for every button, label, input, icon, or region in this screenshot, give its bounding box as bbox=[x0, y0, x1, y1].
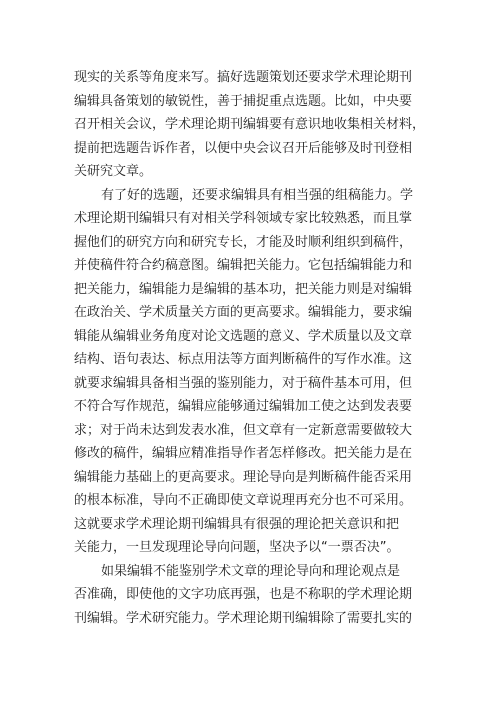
text-line: 关研究文章。 bbox=[74, 164, 153, 179]
text-line: 就要求编辑具备相当强的鉴别能力，对于稿件基本可用，但 bbox=[74, 375, 413, 391]
text-line: 召开相关会议，学术理论期刊编辑要有意识地收集相关材料， bbox=[74, 117, 426, 132]
text-line: 的根本标准，导向不正确即使文章说理再充分也不可采用。 bbox=[74, 493, 413, 508]
text-line: 否准确，即使他的文字功底再强，也是不称职的学术理论期 bbox=[74, 587, 413, 602]
text-line: 提前把选题告诉作者，以便中央会议召开后能够及时刊登相 bbox=[74, 140, 413, 156]
text-line: 结构、语句表达、标点用法等方面判断稿件的写作水准。这 bbox=[74, 352, 413, 367]
text-line: 不符合写作规范，编辑应能够通过编辑加工使之达到发表要 bbox=[74, 399, 413, 414]
paragraph-first-line: 有了好的选题，还要求编辑具有相当强的组稿能力。学 bbox=[101, 187, 414, 203]
text-line: 这就要求学术理论期刊编辑具有很强的理论把关意识和把 bbox=[74, 516, 400, 532]
body-text bbox=[74, 66, 434, 630]
text-line: 修改的稿件，编辑应精准指导作者怎样修改。把关能力是在 bbox=[74, 446, 413, 461]
text-line: 术理论期刊编辑只有对相关学科领域专家比较熟悉，而且掌 bbox=[74, 211, 413, 226]
text-line: 求；对于尚未达到发表水准，但文章有一定新意需要做较大 bbox=[74, 422, 413, 438]
text-line: 关能力，一旦发现理论导向问题，坚决予以“一票否决”。 bbox=[74, 540, 400, 555]
text-line: 握他们的研究方向和研究专长，才能及时顺利组织到稿件， bbox=[74, 234, 413, 250]
text-line: 刊编辑。学术研究能力。学术理论期刊编辑除了需要扎实的 bbox=[74, 610, 413, 626]
text-line: 现实的关系等角度来写。搞好选题策划还要求学术理论期刊 bbox=[74, 70, 413, 85]
text-line: 辑能从编辑业务角度对论文选题的意义、学术质量以及文章 bbox=[74, 328, 413, 344]
text-line: 并使稿件符合约稿意图。编辑把关能力。它包括编辑能力和 bbox=[74, 258, 413, 273]
text-line: 把关能力，编辑能力是编辑的基本功，把关能力则是对编辑 bbox=[74, 281, 413, 297]
text-line: 编辑能力基础上的更高要求。理论导向是判断稿件能否采用 bbox=[74, 469, 413, 485]
paragraph-first-line: 如果编辑不能鉴别学术文章的理论导向和理论观点是 bbox=[101, 563, 401, 579]
text-line: 在政治关、学术质量关方面的更高要求。编辑能力，要求编 bbox=[74, 305, 413, 320]
text-line: 编辑具备策划的敏锐性，善于捕捉重点选题。比如，中央要 bbox=[74, 93, 413, 109]
